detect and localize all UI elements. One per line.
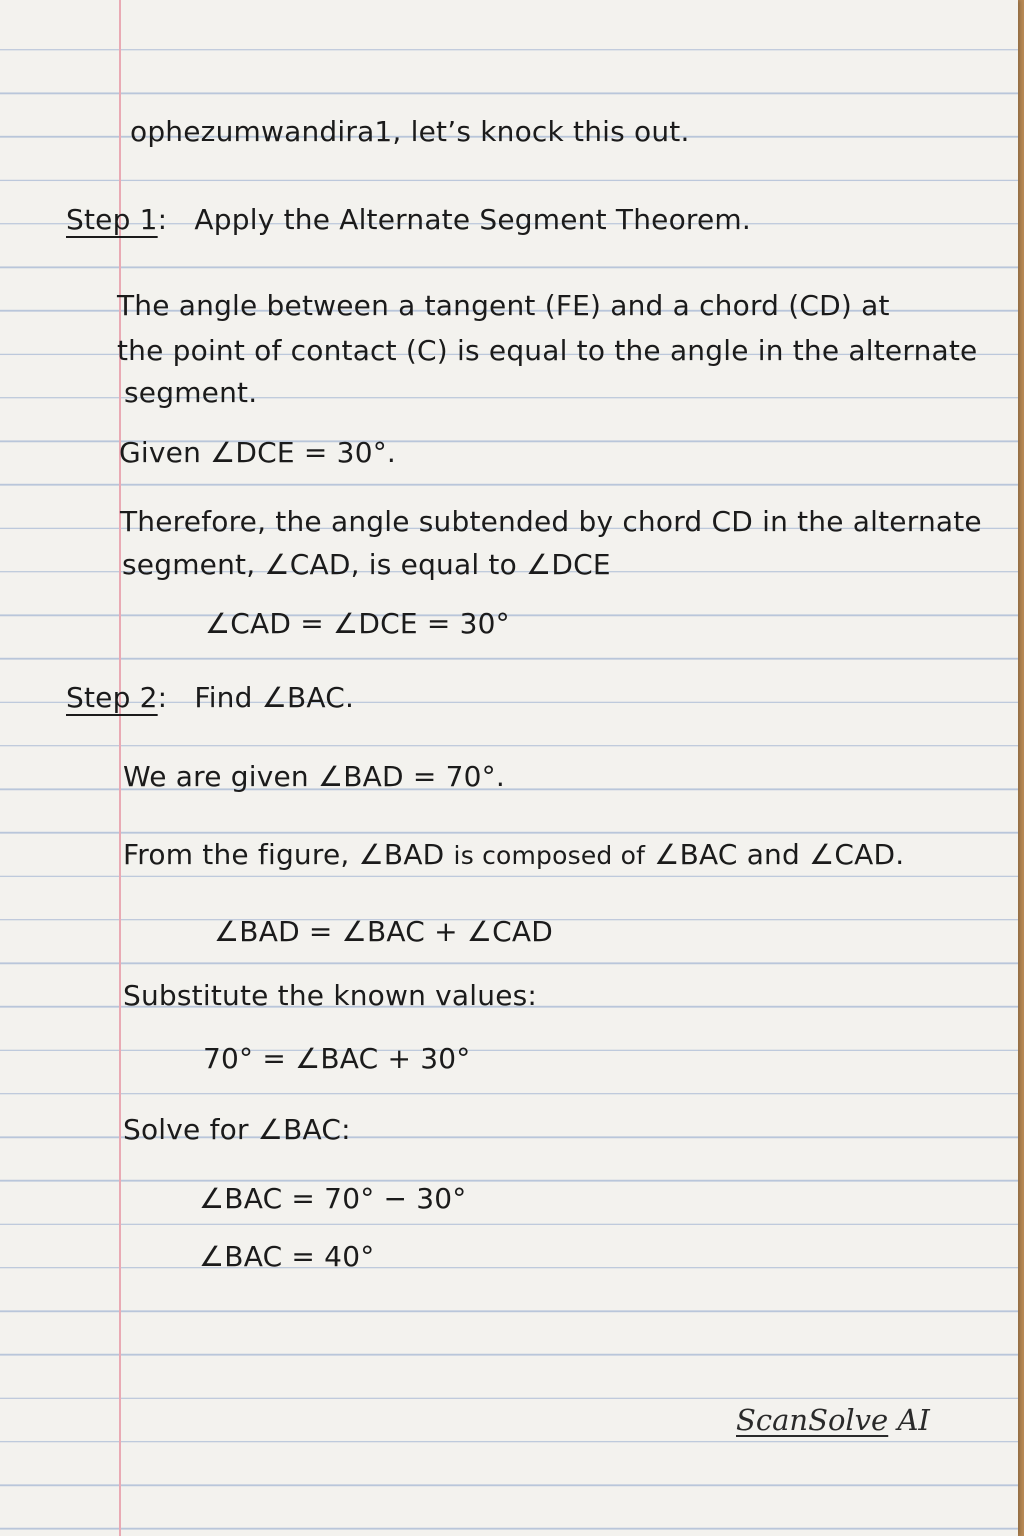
step1-para1-line3: segment.: [124, 376, 258, 409]
step2-colon: :: [157, 681, 168, 714]
step2-given: We are given ∠BAD = 70°.: [123, 760, 505, 793]
step2-solve-line2: ∠BAC = 40°: [199, 1240, 375, 1273]
step1-para2-line1: Therefore, the angle subtended by chord CD in the alternate: [120, 505, 982, 538]
step1-para1-line1: The angle between a tangent (FE) and a chord (CD) at: [117, 289, 890, 322]
step1-result: ∠CAD = ∠DCE = 30°: [205, 607, 510, 640]
step2-substituted: 70° = ∠BAC + 30°: [203, 1042, 471, 1075]
step1-heading: [66, 203, 751, 236]
step1-para1-line2: the point of contact (C) is equal to the angle in the alternate: [117, 334, 978, 367]
brand-name-rest: AI: [888, 1403, 930, 1437]
brand-name-underlined: ScanSolve: [736, 1403, 889, 1437]
step1-para2-line2: segment, ∠CAD, is equal to ∠DCE: [122, 548, 611, 581]
step2-substitute-label: Substitute the known values:: [123, 979, 538, 1012]
step2-equation: ∠BAD = ∠BAC + ∠CAD: [214, 915, 554, 948]
step1-label: Step 1: [66, 203, 158, 236]
step2-solve-label: Solve for ∠BAC:: [123, 1113, 351, 1146]
step1-given: Given ∠DCE = 30°.: [119, 436, 397, 469]
step2-figure-part2: is composed of: [453, 841, 646, 870]
step2-figure-line: [123, 838, 904, 871]
greeting-line: ophezumwandira1, let’s knock this out.: [130, 115, 690, 148]
step2-label: Step 2: [66, 681, 158, 714]
step2-figure-part1: From the figure, ∠BAD: [123, 838, 445, 871]
step2-heading: [66, 681, 354, 714]
step1-title: Apply the Alternate Segment Theorem.: [194, 203, 751, 236]
step2-figure-part3: ∠BAC and ∠CAD.: [654, 838, 905, 871]
step2-title: Find ∠BAC.: [194, 681, 355, 714]
brand-watermark: [736, 1403, 930, 1437]
step2-solve-line1: ∠BAC = 70° − 30°: [199, 1182, 467, 1215]
step1-colon: :: [157, 203, 168, 236]
